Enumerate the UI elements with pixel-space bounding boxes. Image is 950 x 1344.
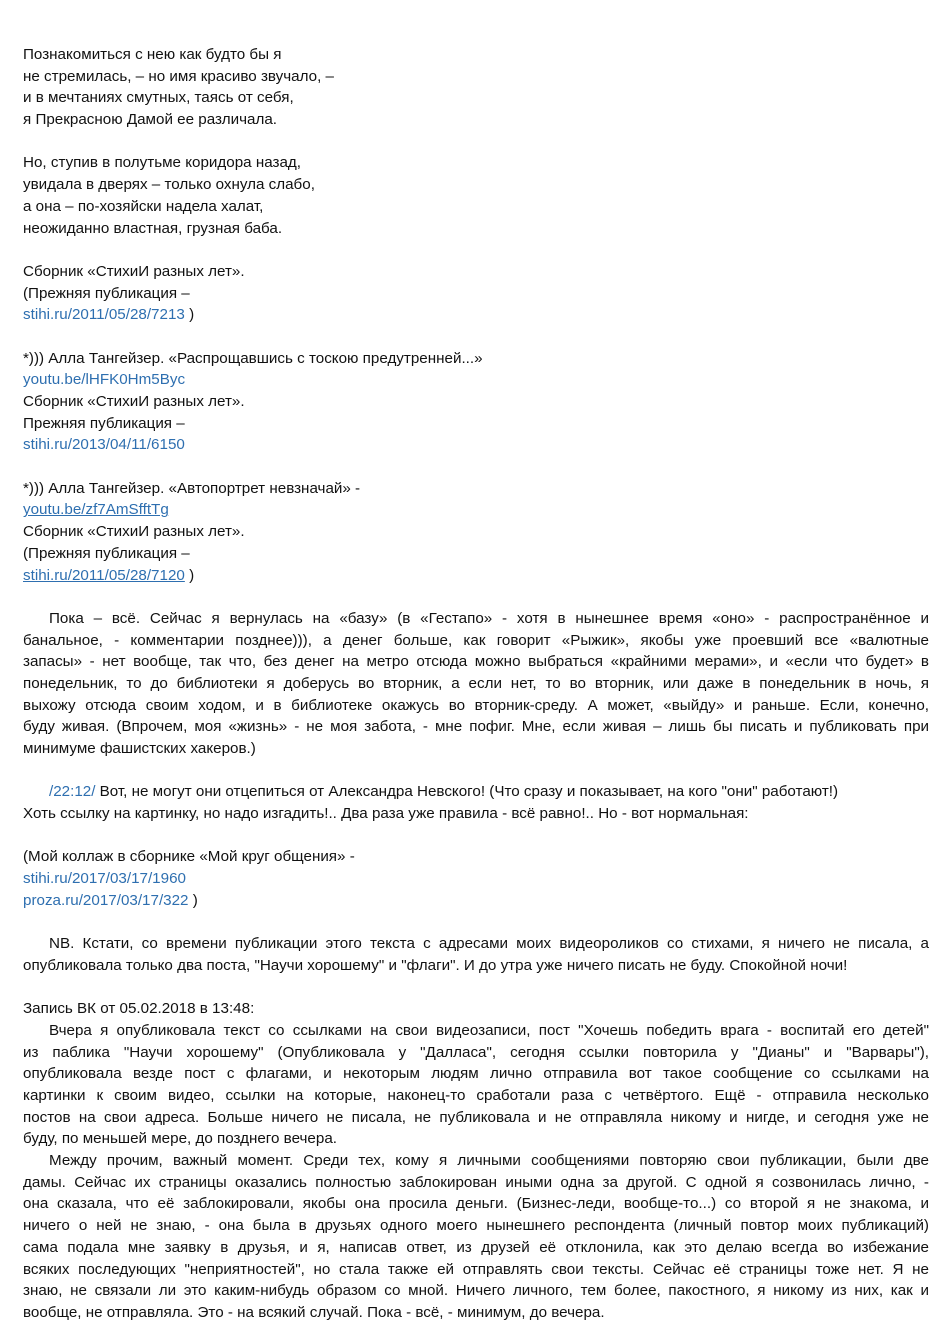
collection-label: Сборник «СтихиИ разных лет».: [23, 262, 245, 280]
vk-paragraph-line: дамы. Сейчас их страницы оказались полностью заблокирован иными одна за другой. С одной я созвонилась лично, -: [23, 1173, 929, 1191]
paragraph-line: Пока – всё. Сейчас я вернулась на «базу» (в «Гестапо» - хотя в нынешнее время «оно» - распространённое и: [49, 609, 929, 627]
video-title: *))) Алла Тангейзер. «Автопортрет невзначай» -: [23, 479, 361, 497]
source-line: [23, 890, 929, 912]
vk-paragraph-line: она сказала, что её заблокировали, якобы она просила деньги. (Бизнес-леди, вообще-то...) со второй я не знакома, и: [23, 1195, 929, 1213]
vk-paragraph-line: опубликовала везде пост с флагами, и некоторым людям лично отправила вот такое сообщение со ссылками на: [23, 1065, 929, 1083]
youtube-link[interactable]: youtu.be/lHFK0Hm5Byc: [23, 371, 186, 389]
vk-paragraph-line: Между прочим, важный момент. Среди тех, кому я личными сообщениями повторяю свои публикации, были две: [49, 1152, 929, 1170]
vk-paragraph-line: знаю, не связали ли это каким-нибудь образом со мной. Ничего личного, тем более, пакостного, я никому из них, как и: [23, 1282, 929, 1300]
source-line: [23, 304, 929, 326]
collection-label: Сборник «СтихиИ разных лет».: [23, 393, 245, 410]
vk-paragraph-line: ничего о ней не знаю, - она была в друзьях одного моего нынешнего респондента (личный повтор моих публикаций): [23, 1217, 929, 1235]
poem-line: Познакомиться с нею как будто бы я: [23, 46, 282, 63]
paragraph-line: Хоть ссылку на картинку, но надо изгадить!.. Два раза уже правила - всё равно!.. Но - вот нормальная:: [23, 805, 749, 823]
vk-record-header: Запись ВК от 05.02.2018 в 13:48:: [23, 1000, 255, 1018]
vk-paragraph-line: всяких последующих "неприятностей", но стала также ей отправлять свои тексты. Сейчас её страницы тоже нет. Я не: [23, 1260, 929, 1278]
collection-label: Сборник «СтихиИ разных лет».: [23, 523, 245, 541]
stihi-link[interactable]: stihi.ru/2013/04/11/6150: [23, 436, 185, 454]
previous-publication-label: (Прежняя публикация –: [23, 284, 190, 302]
vk-paragraph-line: постов на свои адреса. Больше ничего не писала, не публиковала и не отправляла никому и нигде, и сегодня уже не: [23, 1108, 929, 1126]
paragraph-line: выхожу отсюда своим ходом, и в библиотеке окажусь во вторник-среду. А может, «выйду» и раньше. Если, конечно,: [23, 696, 929, 714]
source-line: [23, 565, 929, 587]
vk-paragraph-line: Вчера я опубликовала текст со ссылками на свои видеозаписи, пост "Хочешь победить врага - воспитай его детей": [49, 1021, 929, 1039]
collage-label: (Мой коллаж в сборнике «Мой круг общения» -: [23, 848, 355, 866]
vk-paragraph-line: вообще, не отправляла. Это - на всякий случай. Пока - всё, - минимум, до вечера.: [23, 1303, 605, 1321]
poem-line: не стремилась, – но имя красиво звучало, –: [23, 67, 334, 85]
proza-link[interactable]: proza.ru/2017/03/17/322: [23, 891, 189, 909]
vk-paragraph-line: сама подала мне заявку в друзья, и я, написав ответ, из друзей её отклонила, как это делаю всегда во избежание: [23, 1238, 929, 1256]
nb-line: опубликовала только два поста, "Научи хорошему" и "флаги". И до утра уже ничего писать не буду. Спокойной ночи!: [23, 956, 848, 974]
document-page: [23, 44, 929, 1324]
vk-paragraph-line: картинки к своим видео, ссылки на которые, наконец-то сработали раза с четвёртого. Ещё - отправила несколько: [23, 1087, 929, 1104]
youtube-link[interactable]: youtu.be/zf7AmSfftTg: [23, 501, 169, 519]
closing-paren: ): [184, 306, 195, 324]
stihi-link[interactable]: stihi.ru/2017/03/17/1960: [23, 870, 186, 888]
paragraph-line: [23, 781, 929, 803]
poem-line: увидала в дверях – только охнула слабо,: [23, 176, 315, 194]
paragraph-line: буду живая. (Впрочем, моя «жизнь» - не моя забота, - мне пофиг. Мне, если живая – лишь бы писать и публиковать при: [23, 718, 929, 736]
closing-paren: ): [184, 566, 195, 584]
timestamp: /22:12/: [49, 783, 96, 801]
vk-paragraph-line: буду, по меньшей мере, до позднего вечера.: [23, 1130, 337, 1148]
previous-publication-label: Прежняя публикация –: [23, 414, 185, 432]
poem-line: неожиданно властная, грузная баба.: [23, 219, 283, 237]
poem-line: а она – по-хозяйски надела халат,: [23, 197, 264, 215]
poem-line: Но, ступив в полутьме коридора назад,: [23, 154, 301, 172]
poem-line: я Прекрасною Дамой ее различала.: [23, 111, 278, 129]
stihi-link[interactable]: stihi.ru/2011/05/28/7120: [23, 566, 185, 584]
poem-line: и в мечтаниях смутных, таясь от себя,: [23, 89, 294, 107]
paragraph-line: банальное, - комментарии позднее))), а денег больше, как говорит «Рыжик», якобы уже проевший все «валютные: [23, 631, 929, 649]
video-title: *))) Алла Тангейзер. «Распрощавшись с тоскою предутренней...»: [23, 349, 483, 367]
previous-publication-label: (Прежняя публикация –: [23, 544, 190, 562]
closing-paren: ): [188, 891, 198, 909]
paragraph-line: запасы» - нет вообще, так что, без денег на метро отсюда можно выбраться «крайними мерами», и «если что будет» в: [23, 653, 929, 671]
nb-line: NB. Кстати, со времени публикации этого текста с адресами моих видеороликов со стихами, я ничего не писала, а: [49, 935, 929, 953]
vk-paragraph-line: из паблика "Научи хорошему" (Опубликовала у "Далласа", сегодня ссылки повторила у "Дианы" и "Варвары"),: [23, 1043, 929, 1061]
paragraph-line: минимуме фашистских хакеров.): [23, 740, 256, 757]
paragraph-line: понедельник, то до библиотеки я доберусь во вторник, а если нет, то во вторник, или даже в понедельник в ночь, я: [23, 674, 929, 692]
stihi-link[interactable]: stihi.ru/2011/05/28/7213: [23, 306, 185, 324]
paragraph-text: Вот, не могут они отцепиться от Александра Невского! (Что сразу и показывает, на кого "они" работают!): [95, 783, 839, 801]
